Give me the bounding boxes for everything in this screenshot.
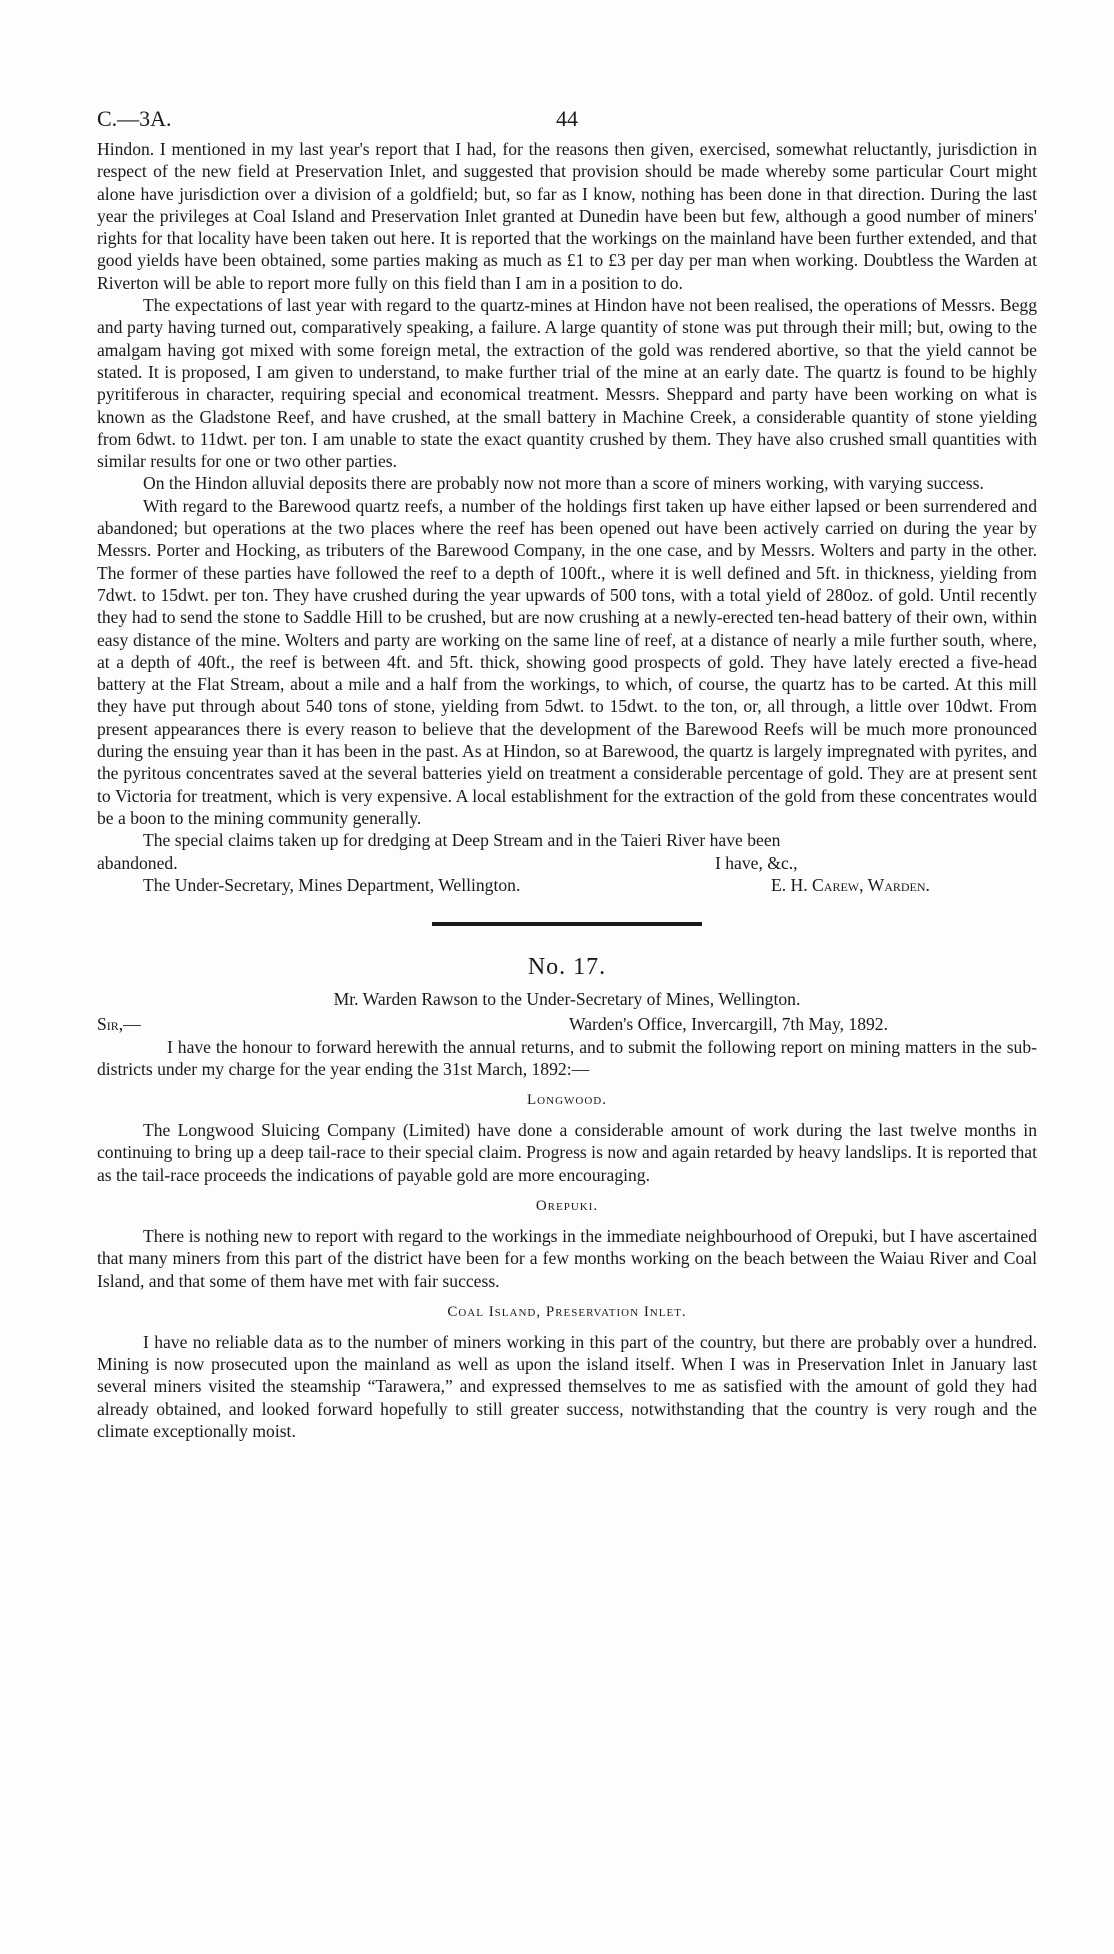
- paragraph: The special claims taken up for dredging at Deep Stream and in the Taieri River have been: [143, 830, 781, 851]
- closing-formula: I have, &c.,: [715, 852, 798, 873]
- paragraph: I have no reliable data as to the number of miners working in this part of the country, but there are probably over a hundred. Mining is now prosecuted upon the mainland as well as upon the island itself. When I was in Preservation Inlet in January last several miners visited the steamship “Tarawera,” and expressed themselves to me as satisfied with the amount of gold they had already obtained, and looked forward hopefully to still greater success, notwithstanding that the country is very rough and the climate exceptionally moist.: [97, 1331, 1037, 1442]
- document-reference: C.—3A.: [97, 106, 172, 131]
- page-header: [97, 98, 1037, 138]
- paragraph: On the Hindon alluvial deposits there are probably now not more than a score of miners working, with varying success.: [143, 473, 984, 494]
- report-number: No. 17.: [527, 953, 607, 980]
- section-heading-longwood: Longwood.: [527, 1092, 607, 1109]
- closing-word: abandoned.: [97, 852, 178, 873]
- salutation: Sir,—: [97, 1013, 141, 1034]
- addressee: The Under-Secretary, Mines Department, Wellington.: [143, 874, 521, 895]
- paragraph: Hindon. I mentioned in my last year's report that I had, for the reasons then given, exercised, somewhat reluctantly, jurisdiction in respect of the new field at Preservation Inlet, and suggested that provision should be made whereby some particular Court might alone have jurisdiction over a division of a goldfield; but, so far as I know, nothing has been done in that direction. During the last year the privileges at Coal Island and Preservation Inlet granted at Dunedin have been but few, although a good number of miners' rights for that locality have been taken out here. It is reported that the workings on the mainland have been further extended, and that good yields have been obtained, some parties making as much as £1 to £3 per day per man when working. Doubtless the Warden at Riverton will be able to report more fully on this field than I am in a position to do.: [97, 139, 1037, 293]
- report-continuation: [97, 138, 1037, 896]
- closing-row: [97, 852, 1037, 874]
- document-page: [97, 98, 1037, 1442]
- paragraph: The expectations of last year with regard to the quartz-mines at Hindon have not been realised, the operations of Messrs. Begg and party having turned out, comparatively speaking, a failure. A large quantity of stone was put through their mill; but, owing to the amalgam having got mixed with some foreign metal, the extraction of the gold was rendered abortive, so that the yield cannot be stated. It is proposed, I am given to understand, to make further trial of the mine at an early date. The quartz is found to be highly pyritiferous in character, requiring special and economical treatment. Messrs. Sheppard and party have been working on what is known as the Gladstone Reef, and have crushed, at the small battery in Machine Creek, a considerable quantity of stone yielding from 6dwt. to 11dwt. per ton. I am unable to state the exact quantity crushed by them. They have also crushed small quantities with similar results for one or two other parties.: [97, 295, 1037, 472]
- paragraph: With regard to the Barewood quartz reefs, a number of the holdings first taken up have either lapsed or been surrendered and abandoned; but operations at the two places where the reef has been opened out have been actively carried on during the year by Messrs. Porter and Hocking, as tributers of the Barewood Company, in the one case, and by Messrs. Wolters and party in the other. The former of these parties have followed the reef to a depth of 100ft., where it is well defined and 5ft. in thickness, yielding from 7dwt. to 15dwt. per ton. They have crushed during the year upwards of 500 tons, with a total yield of 280oz. of gold. Until recently they had to send the stone to Saddle Hill to be crushed, but are now crushing at a newly-erected ten-head battery of their own, within easy distance of the mine. Wolters and party are working on the same line of reef, at a distance of nearly a mile further south, where, at a depth of 40ft., the reef is between 4ft. and 5ft. thick, showing good prospects of gold. They have lately erected a five-head battery at the Flat Stream, about a mile and a half from the workings, to which, of course, the quartz has to be carted. At this mill they have put through about 540 tons of stone, yielding from 5dwt. to 15dwt. to the ton, or, all through, a little over 10dwt. From present appearances there is every reason to believe that the development of the Barewood Reefs will be much more pronounced during the ensuing year than it has been in the past. As at Hindon, so at Barewood, the quartz is largely impregnated with pyrites, and the pyritous concentrates saved at the several batteries yield on treatment a considerable percentage of gold. They are at present sent to Victoria for treatment, which is very expensive. A local establishment for the extraction of the gold from these concentrates would be a boon to the mining community generally.: [97, 495, 1037, 828]
- report-no-17: [97, 954, 1037, 1443]
- paragraph: The Longwood Sluicing Company (Limited) have done a considerable amount of work during the last twelve months in continuing to bring up a deep tail-race to their special claim. Progress is now and again retarded by heavy landslips. It is reported that as the tail-race proceeds the indications of payable gold are more encouraging.: [97, 1120, 1037, 1185]
- section-heading-orepuki: Orepuki.: [535, 1197, 599, 1214]
- paragraph: There is nothing new to report with regard to the workings in the immediate neighbourhood of Orepuki, but I have ascertained that many miners from this part of the district have been for a few months working on the beach between the Waiau River and Coal Island, and that some of them have met with fair success.: [97, 1225, 1037, 1291]
- report-title: Mr. Warden Rawson to the Under-Secretary of Mines, Wellington.: [333, 988, 801, 1009]
- signature: E. H. Carew, Warden.: [771, 874, 930, 895]
- signature-row: [97, 874, 1037, 896]
- intro-paragraph: I have the honour to forward herewith the annual returns, and to submit the following report on mining matters in the sub-districts under my charge for the year ending the 31st March, 1892:—: [97, 1036, 1037, 1079]
- office-date: Warden's Office, Invercargill, 7th May, 1892.: [569, 1013, 888, 1034]
- section-heading-coal-island: Coal Island, Preservation Inlet.: [447, 1303, 687, 1320]
- section-divider: [432, 922, 702, 926]
- page-number: 44: [556, 106, 578, 131]
- salutation-row: [97, 1013, 1037, 1036]
